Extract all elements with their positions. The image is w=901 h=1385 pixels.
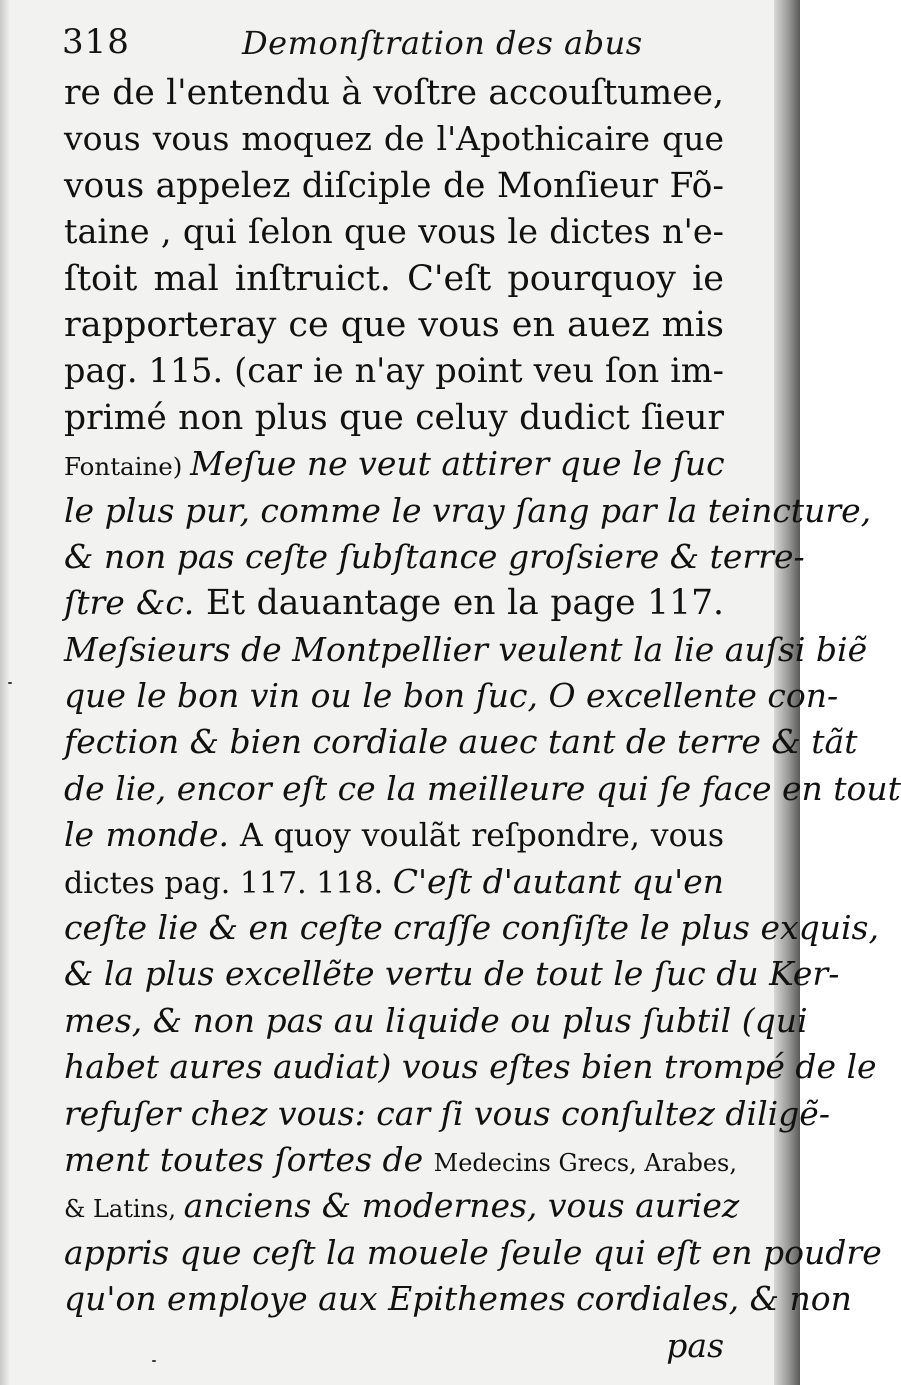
text-line	[64, 116, 724, 162]
roman-text: Medecins Grecs, Arabes,	[433, 1148, 737, 1177]
italic-text: anciens & modernes, vous auriez	[183, 1186, 740, 1226]
roman-text: primé non plus que celuy dudict ſieur	[64, 397, 724, 438]
text-line	[64, 348, 724, 394]
running-title: Demonſtration des abus	[242, 24, 643, 62]
text-line	[64, 441, 724, 487]
text-line	[64, 766, 901, 812]
italic-text: ment toutes ſortes de	[64, 1139, 434, 1179]
roman-text: Et dauantage en la page 117.	[194, 583, 724, 624]
catchword	[64, 1323, 724, 1369]
text-line	[64, 70, 724, 116]
italic-text: que le bon vin ou le bon ſuc, O excellente con-	[64, 676, 839, 716]
text-line	[64, 534, 805, 580]
text-line	[64, 1183, 740, 1229]
italic-text: le monde.	[64, 815, 230, 855]
italic-text: Meſsieurs de Montpellier veulent la lie auſsi biẽ	[64, 629, 868, 669]
roman-text: vous vous moquez de l'Apothicaire que	[64, 119, 724, 159]
text-line	[64, 719, 858, 765]
italic-text: ſtre &c.	[64, 583, 195, 623]
roman-text: Fontaine)	[64, 452, 191, 482]
italic-text: Meſue ne veut attirer que le ſuc	[190, 444, 725, 484]
roman-text: rapporteray ce que vous en auez mis	[64, 304, 724, 345]
text-line	[64, 627, 868, 673]
italic-text: ceſte lie & en ceſte craſſe conſiſte le plus exquis,	[64, 908, 879, 948]
text-line	[64, 1276, 852, 1322]
italic-text: habet aures audiat) vous eſtes bien trompé de le	[64, 1047, 877, 1087]
roman-text: pag. 115. (car ie n'ay point veu ſon im-	[64, 351, 724, 391]
text-line	[64, 859, 724, 905]
italic-text: fection & bien cordiale auec tant de terre & tãt	[64, 722, 858, 762]
italic-text: C'eſt d'autant qu'en	[392, 861, 724, 901]
roman-text: vous appelez diſciple de Monſieur Fõ-	[64, 165, 724, 206]
text-line	[64, 302, 724, 348]
print-speck	[152, 1360, 156, 1362]
roman-text: re de l'entendu à voſtre accouſtumee,	[64, 73, 724, 113]
text-line	[64, 998, 808, 1044]
text-line	[64, 163, 724, 209]
italic-text: qu'on employe aux Epithemes cordiales, & non	[64, 1279, 852, 1319]
italic-text: refuſer chez vous: car ſi vous conſultez diligẽ-	[64, 1093, 830, 1133]
text-line	[64, 673, 839, 719]
italic-text: & non pas ceſte ſubſtance groſsiere & terre-	[64, 536, 805, 576]
print-speck	[8, 682, 12, 684]
page-number: 318	[62, 22, 130, 62]
roman-text: ſtoit mal inſtruict. C'eſt pourquoy ie	[64, 258, 724, 299]
roman-text: & Latins,	[64, 1195, 184, 1224]
italic-text: appris que ceſt la mouele ſeule qui eſt en poudre	[64, 1232, 882, 1272]
text-line	[64, 905, 879, 951]
text-line	[64, 812, 724, 858]
roman-text: dictes pag. 117. 118.	[64, 865, 393, 901]
italic-text: le plus pur, comme le vray ſang par la teincture,	[64, 490, 872, 530]
roman-text: A quoy voulãt reſpondre, vous	[229, 818, 724, 855]
italic-text: mes, & non pas au liquide ou plus ſubtil (qui	[64, 1000, 808, 1040]
text-line	[64, 1091, 830, 1137]
text-line	[64, 256, 724, 302]
text-line	[64, 580, 724, 626]
text-line	[64, 395, 724, 441]
running-head	[62, 16, 722, 66]
page-gutter-shadow	[0, 0, 10, 1385]
text-line	[64, 1137, 737, 1183]
catchword-text: pas	[666, 1325, 724, 1365]
roman-text: taine , qui ſelon que vous le dictes n'e-	[64, 212, 724, 252]
text-line	[64, 1230, 882, 1276]
text-line	[64, 1044, 877, 1090]
italic-text: de lie, encor eſt ce la meilleure qui ſe face en tout	[64, 768, 901, 808]
text-line	[64, 209, 724, 255]
italic-text: & la plus excellẽte vertu de tout le ſuc du Ker-	[64, 954, 840, 994]
text-line	[64, 488, 872, 534]
text-line	[64, 951, 840, 997]
body-text	[64, 70, 901, 1369]
